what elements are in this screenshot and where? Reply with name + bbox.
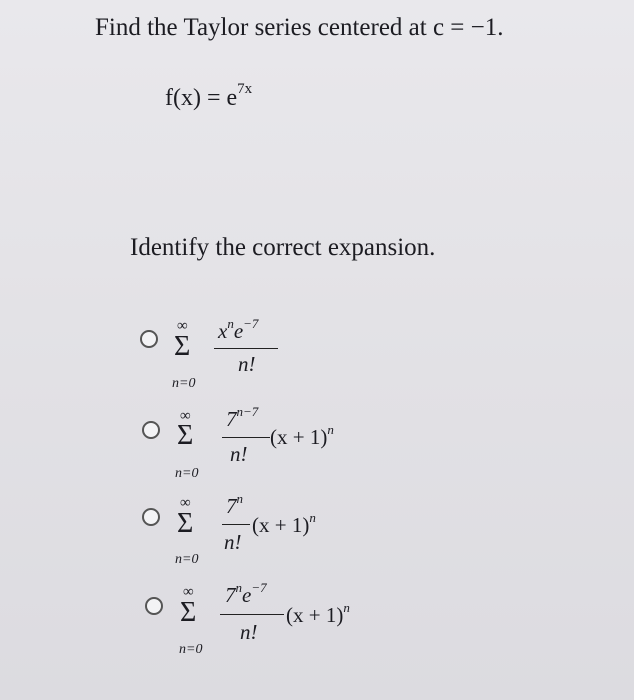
sum-lower-limit: n=0 (175, 466, 199, 481)
option-2-radio[interactable] (142, 421, 160, 439)
numerator: $7^ne^{-7}$ (225, 580, 267, 607)
sigma-symbol: Σ (177, 420, 194, 451)
binomial-term: $(x + 1)^n$ (286, 600, 350, 627)
question-title: Find the Taylor series centered at c = −1. (95, 14, 504, 41)
option-3-radio[interactable] (142, 508, 160, 526)
denominator: n! (240, 620, 258, 644)
function-definition (165, 81, 253, 112)
option-1-radio[interactable] (140, 330, 158, 348)
sum-upper-limit: ∞ (183, 584, 194, 600)
sigma-symbol: Σ (180, 597, 197, 628)
sum-upper-limit: ∞ (177, 318, 188, 334)
fraction-bar (222, 437, 270, 438)
denominator: n! (238, 352, 256, 376)
sigma-symbol: Σ (174, 331, 191, 362)
function-exponent: 7x (237, 81, 253, 97)
denominator: n! (224, 530, 242, 554)
sum-lower-limit: n=0 (172, 376, 196, 391)
numerator: $x^ne^{-7}$ (218, 316, 259, 343)
fraction-bar (214, 348, 278, 349)
fraction-bar (220, 614, 284, 615)
numerator: $7^{n-7}$ (226, 404, 259, 431)
sigma-symbol: Σ (177, 508, 194, 539)
numerator: 7$^n$ (226, 491, 243, 518)
sum-upper-limit: ∞ (180, 495, 191, 511)
sum-lower-limit: n=0 (179, 642, 203, 657)
binomial-term: $(x + 1)^n$ (270, 422, 334, 449)
function-lhs: f(x) = e (165, 85, 238, 111)
sum-lower-limit: n=0 (175, 552, 199, 567)
fraction-bar (222, 524, 250, 525)
binomial-term: $(x + 1)^n$ (252, 510, 316, 537)
option-4-radio[interactable] (145, 597, 163, 615)
instruction-text: Identify the correct expansion. (130, 234, 436, 261)
sum-upper-limit: ∞ (180, 408, 191, 424)
denominator: n! (230, 442, 248, 466)
